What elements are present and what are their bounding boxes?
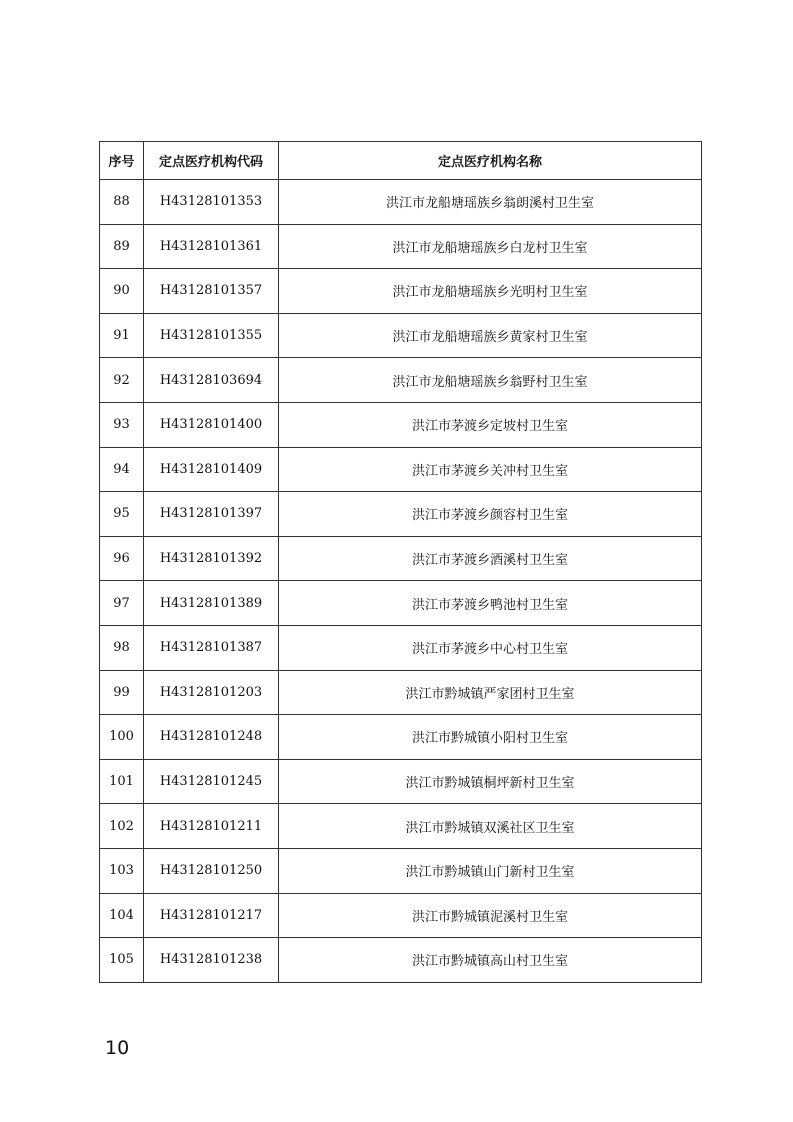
cell-code: H43128101389: [144, 581, 279, 626]
cell-code: H43128101409: [144, 447, 279, 492]
cell-name: 洪江市黔城镇桐坪新村卫生室: [279, 759, 702, 804]
cell-code: H43128101400: [144, 402, 279, 447]
table-row: [100, 180, 702, 225]
cell-no: 93: [100, 402, 144, 447]
cell-code: H43128101361: [144, 224, 279, 269]
header-name: 定点医疗机构名称: [279, 142, 702, 180]
table-row: [100, 804, 702, 849]
table-row: [100, 447, 702, 492]
cell-no: 91: [100, 313, 144, 358]
cell-name: 洪江市龙船塘瑶族乡黄家村卫生室: [279, 313, 702, 358]
cell-code: H43128101203: [144, 670, 279, 715]
cell-name: 洪江市龙船塘瑶族乡光明村卫生室: [279, 269, 702, 314]
cell-code: H43128101238: [144, 938, 279, 983]
cell-code: H43128103694: [144, 358, 279, 403]
table-row: [100, 402, 702, 447]
cell-no: 88: [100, 180, 144, 225]
cell-no: 94: [100, 447, 144, 492]
cell-no: 99: [100, 670, 144, 715]
table-body: [100, 180, 702, 983]
cell-code: H43128101248: [144, 715, 279, 760]
header-no: 序号: [100, 142, 144, 180]
table-row: [100, 313, 702, 358]
cell-name: 洪江市黔城镇山门新村卫生室: [279, 848, 702, 893]
cell-name: 洪江市茅渡乡中心村卫生室: [279, 625, 702, 670]
table-row: [100, 938, 702, 983]
cell-no: 90: [100, 269, 144, 314]
cell-code: H43128101353: [144, 180, 279, 225]
cell-no: 98: [100, 625, 144, 670]
cell-code: H43128101250: [144, 848, 279, 893]
cell-no: 92: [100, 358, 144, 403]
table-row: [100, 715, 702, 760]
cell-no: 96: [100, 536, 144, 581]
table-row: [100, 848, 702, 893]
cell-no: 102: [100, 804, 144, 849]
cell-code: H43128101387: [144, 625, 279, 670]
table-row: [100, 536, 702, 581]
cell-name: 洪江市黔城镇泥溪村卫生室: [279, 893, 702, 938]
table-row: [100, 358, 702, 403]
table-row: [100, 581, 702, 626]
cell-no: 101: [100, 759, 144, 804]
cell-name: 洪江市龙船塘瑶族乡白龙村卫生室: [279, 224, 702, 269]
table-row: [100, 492, 702, 537]
table-row: [100, 224, 702, 269]
cell-name: 洪江市茅渡乡颜容村卫生室: [279, 492, 702, 537]
cell-no: 100: [100, 715, 144, 760]
institution-table: [99, 141, 702, 983]
cell-name: 洪江市茅渡乡定坡村卫生室: [279, 402, 702, 447]
cell-name: 洪江市龙船塘瑶族乡翁朗溪村卫生室: [279, 180, 702, 225]
cell-name: 洪江市黔城镇双溪社区卫生室: [279, 804, 702, 849]
table-header-row: [100, 142, 702, 180]
cell-name: 洪江市黔城镇高山村卫生室: [279, 938, 702, 983]
cell-no: 89: [100, 224, 144, 269]
cell-no: 103: [100, 848, 144, 893]
cell-code: H43128101211: [144, 804, 279, 849]
table-row: [100, 625, 702, 670]
header-code: 定点医疗机构代码: [144, 142, 279, 180]
table-row: [100, 269, 702, 314]
cell-code: H43128101392: [144, 536, 279, 581]
cell-no: 105: [100, 938, 144, 983]
cell-name: 洪江市黔城镇小阳村卫生室: [279, 715, 702, 760]
cell-code: H43128101355: [144, 313, 279, 358]
cell-no: 95: [100, 492, 144, 537]
table-row: [100, 670, 702, 715]
cell-name: 洪江市茅渡乡酒溪村卫生室: [279, 536, 702, 581]
cell-no: 97: [100, 581, 144, 626]
cell-name: 洪江市茅渡乡关冲村卫生室: [279, 447, 702, 492]
cell-code: H43128101245: [144, 759, 279, 804]
cell-name: 洪江市龙船塘瑶族乡翁野村卫生室: [279, 358, 702, 403]
cell-code: H43128101397: [144, 492, 279, 537]
cell-name: 洪江市茅渡乡鸭池村卫生室: [279, 581, 702, 626]
cell-no: 104: [100, 893, 144, 938]
page-number: 10: [105, 1037, 130, 1059]
cell-code: H43128101217: [144, 893, 279, 938]
cell-code: H43128101357: [144, 269, 279, 314]
cell-name: 洪江市黔城镇严家团村卫生室: [279, 670, 702, 715]
table-row: [100, 759, 702, 804]
table-row: [100, 893, 702, 938]
